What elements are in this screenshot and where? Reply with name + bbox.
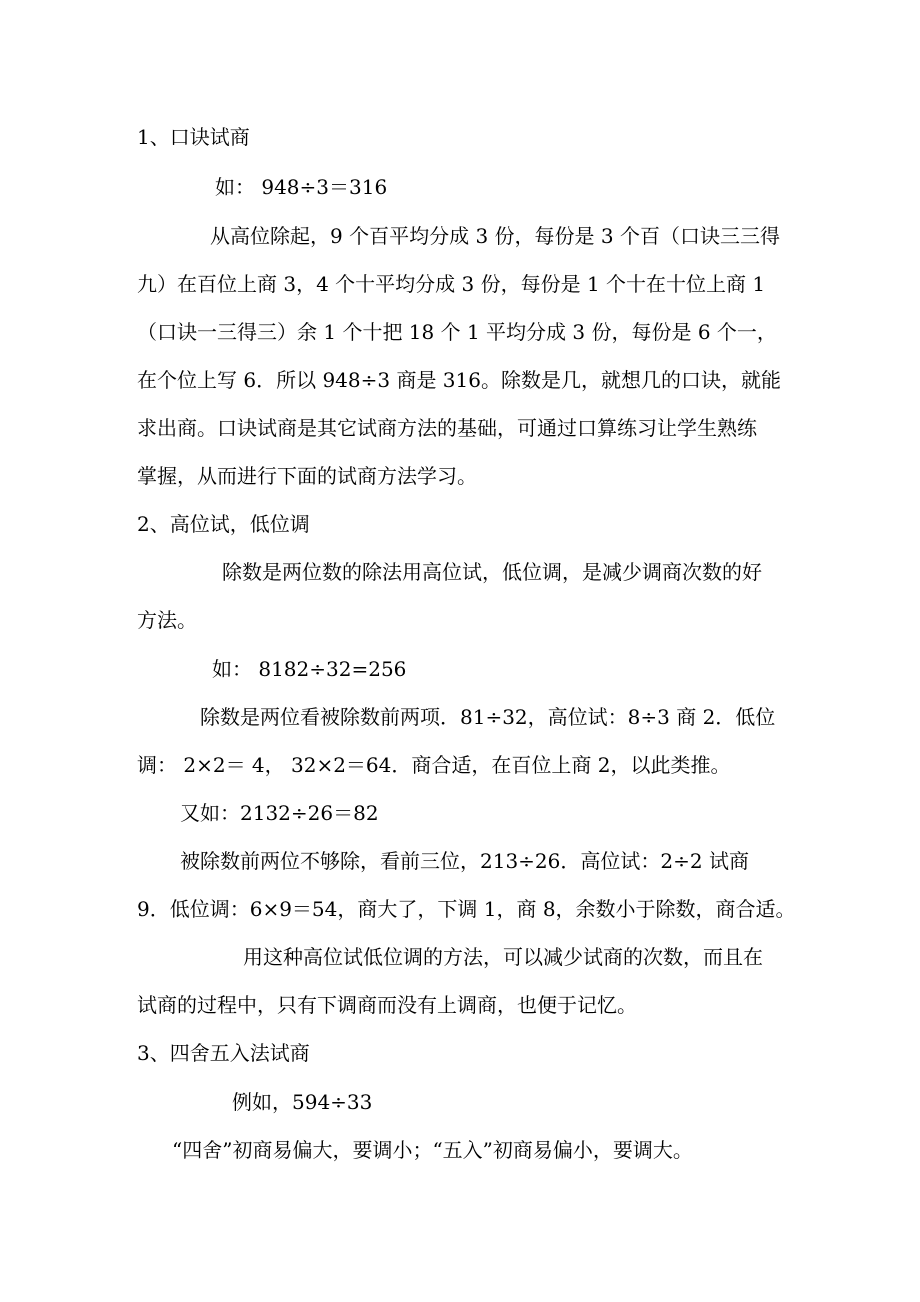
paragraph-line: 除数是两位数的除法用高位试，低位调，是减少调商次数的好 <box>222 560 762 584</box>
paragraph-line: 用这种高位试低位调的方法，可以减少试商的次数，而且在 <box>243 945 763 969</box>
paragraph-line: （口诀一三得三）余 1 个十把 18 个 1 平均分成 3 份，每份是 6 个一， <box>137 320 777 344</box>
paragraph-line: 被除数前两位不够除，看前三位，213÷26．高位试：2÷2 试商 <box>180 849 749 873</box>
example-line: 又如：2132÷26＝82 <box>180 801 379 825</box>
paragraph-line: 调： 2×2＝ 4， 32×2＝64．商合适，在百位上商 2，以此类推。 <box>137 753 731 777</box>
paragraph-line: 9．低位调：6×9＝54，商大了，下调 1，商 8，余数小于除数，商合适。 <box>137 897 796 921</box>
section-heading: 3、四舍五入法试商 <box>137 1041 310 1065</box>
section-heading: 1、口诀试商 <box>137 125 250 149</box>
paragraph-line: “四舍”初商易偏大，要调小；“五入”初商易偏小，要调大。 <box>172 1138 693 1162</box>
paragraph-line: 在个位上写 6．所以 948÷3 商是 316。除数是几，就想几的口诀，就能 <box>137 368 781 392</box>
example-line: 例如，594÷33 <box>232 1090 373 1114</box>
paragraph-line: 除数是两位看被除数前两项．81÷32，高位试：8÷3 商 2．低位 <box>200 705 776 729</box>
paragraph-line: 九）在百位上商 3，4 个十平均分成 3 份，每份是 1 个十在十位上商 1 <box>137 272 766 296</box>
paragraph-line: 求出商。口诀试商是其它试商方法的基础，可通过口算练习让学生熟练 <box>137 416 757 440</box>
section-heading: 2、高位试，低位调 <box>137 512 310 536</box>
paragraph-line: 试商的过程中，只有下调商而没有上调商，也便于记忆。 <box>137 993 637 1017</box>
example-line: 如： 948÷3＝316 <box>215 175 388 199</box>
paragraph-line: 掌握，从而进行下面的试商方法学习。 <box>137 464 477 488</box>
example-line: 如： 8182÷32=256 <box>212 657 407 681</box>
paragraph-line: 方法。 <box>137 608 197 632</box>
paragraph-line: 从高位除起，9 个百平均分成 3 份，每份是 3 个百（口诀三三得 <box>210 224 780 248</box>
